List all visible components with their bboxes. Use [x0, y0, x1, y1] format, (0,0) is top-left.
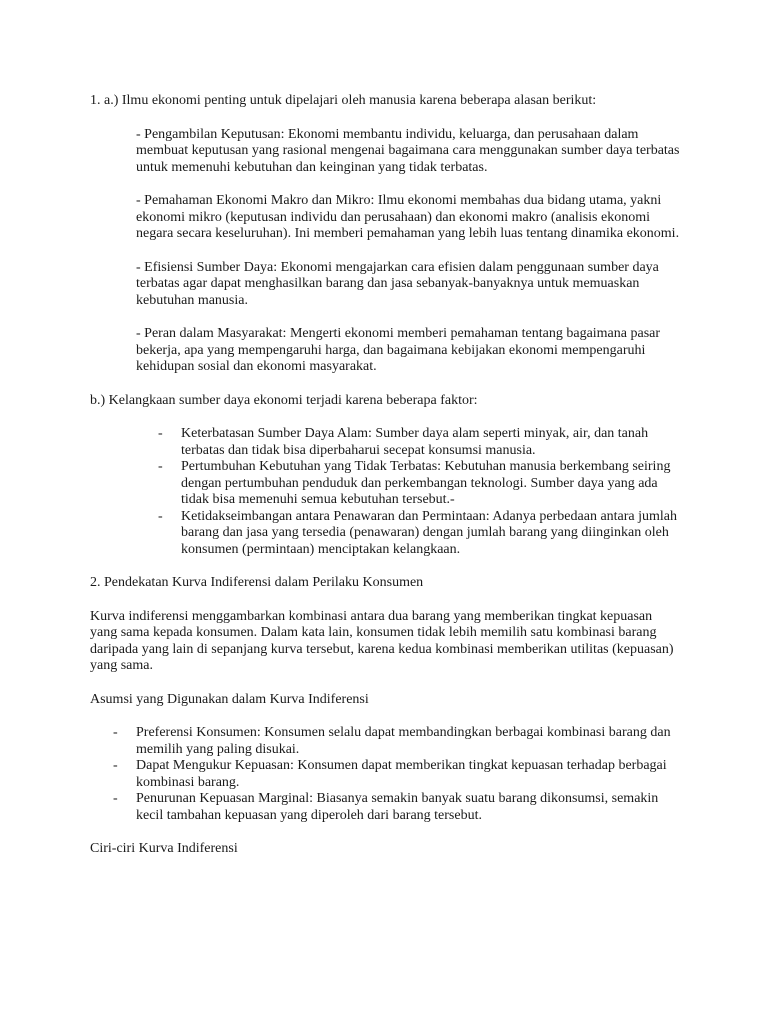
scarcity-factors-list — [90, 426, 680, 558]
question-2-intro: Kurva indiferensi menggambarkan kombinasi antara dua barang yang memberikan tingkat kepuasan yang sama kepada konsumen. Dalam kata lain, konsumen tidak lebih memilih satu kombinasi barang daripada yang lain di sepanjang kurva tersebut, karena kedua kombinasi memberikan utilitas (kepuasan) yang sama. — [90, 608, 674, 673]
point-macro-micro: - Pemahaman Ekonomi Makro dan Mikro: Ilmu ekonomi membahas dua bidang utama, yakni ekonomi mikro (keputusan individu dan perusahaan) dan ekonomi makro (analisis ekonomi negara secara keseluruhan). Ini memberi pemahaman yang lebih luas tentang dinamika ekonomi. — [136, 193, 680, 241]
list-item — [90, 459, 680, 509]
question-1b-heading: b.) Kelangkaan sumber daya ekonomi terjadi karena beberapa faktor: — [90, 392, 478, 408]
document-page — [90, 93, 680, 875]
dash-bullet: - — [158, 508, 163, 524]
dash-bullet: - — [158, 426, 163, 441]
dash-bullet: - — [158, 459, 163, 474]
list-item-text: Penurunan Kepuasan Marginal: Biasanya semakin banyak suatu barang dikonsumsi, semakin kecil tambahan kepuasan yang diperoleh dari barang tersebut. — [136, 791, 659, 823]
list-item — [90, 426, 680, 459]
dash-bullet: - — [113, 758, 118, 773]
list-item — [90, 725, 680, 758]
point-role-in-society: - Peran dalam Masyarakat: Mengerti ekonomi memberi pemahaman tentang bagaimana pasar bekerja, apa yang mempengaruhi harga, dan bagaimana kebijakan ekonomi mempengaruhi kehidupan sosial dan ekonomi masyarakat. — [136, 326, 661, 374]
list-item-text: Pertumbuhan Kebutuhan yang Tidak Terbatas: Kebutuhan manusia berkembang seiring dengan pertumbuhan penduduk dan perkembangan teknologi. Sumber daya yang ada tidak bisa memenuhi semua kebutuhan tersebut.- — [181, 459, 671, 507]
list-item-text: Ketidakseimbangan antara Penawaran dan Permintaan: Adanya perbedaan antara jumlah barang dan jasa yang tersedia (penawaran) dengan jumlah barang yang diinginkan oleh konsumen (permintaan) menciptakan kelangkaan. — [181, 508, 678, 557]
point-resource-efficiency: - Efisiensi Sumber Daya: Ekonomi mengajarkan cara efisien dalam penggunaan sumber daya terbatas agar dapat menghasilkan barang dan jasa sebanyak-banyaknya untuk memuaskan kebutuhan manusia. — [136, 259, 659, 308]
list-item — [90, 509, 680, 559]
assumptions-list — [90, 725, 680, 824]
point-decision-making: - Pengambilan Keputusan: Ekonomi membantu individu, keluarga, dan perusahaan dalam membuat keputusan yang rasional mengenai bagaimana cara menggunakan sumber daya terbatas untuk memenuhi kebutuhan dan keinginan yang tidak terbatas. — [136, 126, 680, 175]
list-item-text: Dapat Mengukur Kepuasan: Konsumen dapat memberikan tingkat kepuasan terhadap berbagai kombinasi barang. — [136, 758, 667, 790]
list-item — [90, 791, 680, 824]
dash-bullet: - — [113, 791, 118, 806]
question-2-heading: 2. Pendekatan Kurva Indiferensi dalam Perilaku Konsumen — [90, 575, 424, 590]
list-item-text: Preferensi Konsumen: Konsumen selalu dapat membandingkan berbagai kombinasi barang dan memilih yang paling disukai. — [136, 725, 671, 757]
question-1a-heading: 1. a.) Ilmu ekonomi penting untuk dipelajari oleh manusia karena beberapa alasan berikut: — [90, 93, 597, 108]
dash-bullet: - — [113, 725, 118, 740]
assumptions-heading: Asumsi yang Digunakan dalam Kurva Indiferensi — [90, 691, 369, 707]
list-item-text: Keterbatasan Sumber Daya Alam: Sumber daya alam seperti minyak, air, dan tanah terbatas dan tidak bisa diperbaharui secepat konsumsi manusia. — [181, 426, 649, 458]
list-item — [90, 758, 680, 791]
features-heading: Ciri-ciri Kurva Indiferensi — [90, 841, 238, 856]
